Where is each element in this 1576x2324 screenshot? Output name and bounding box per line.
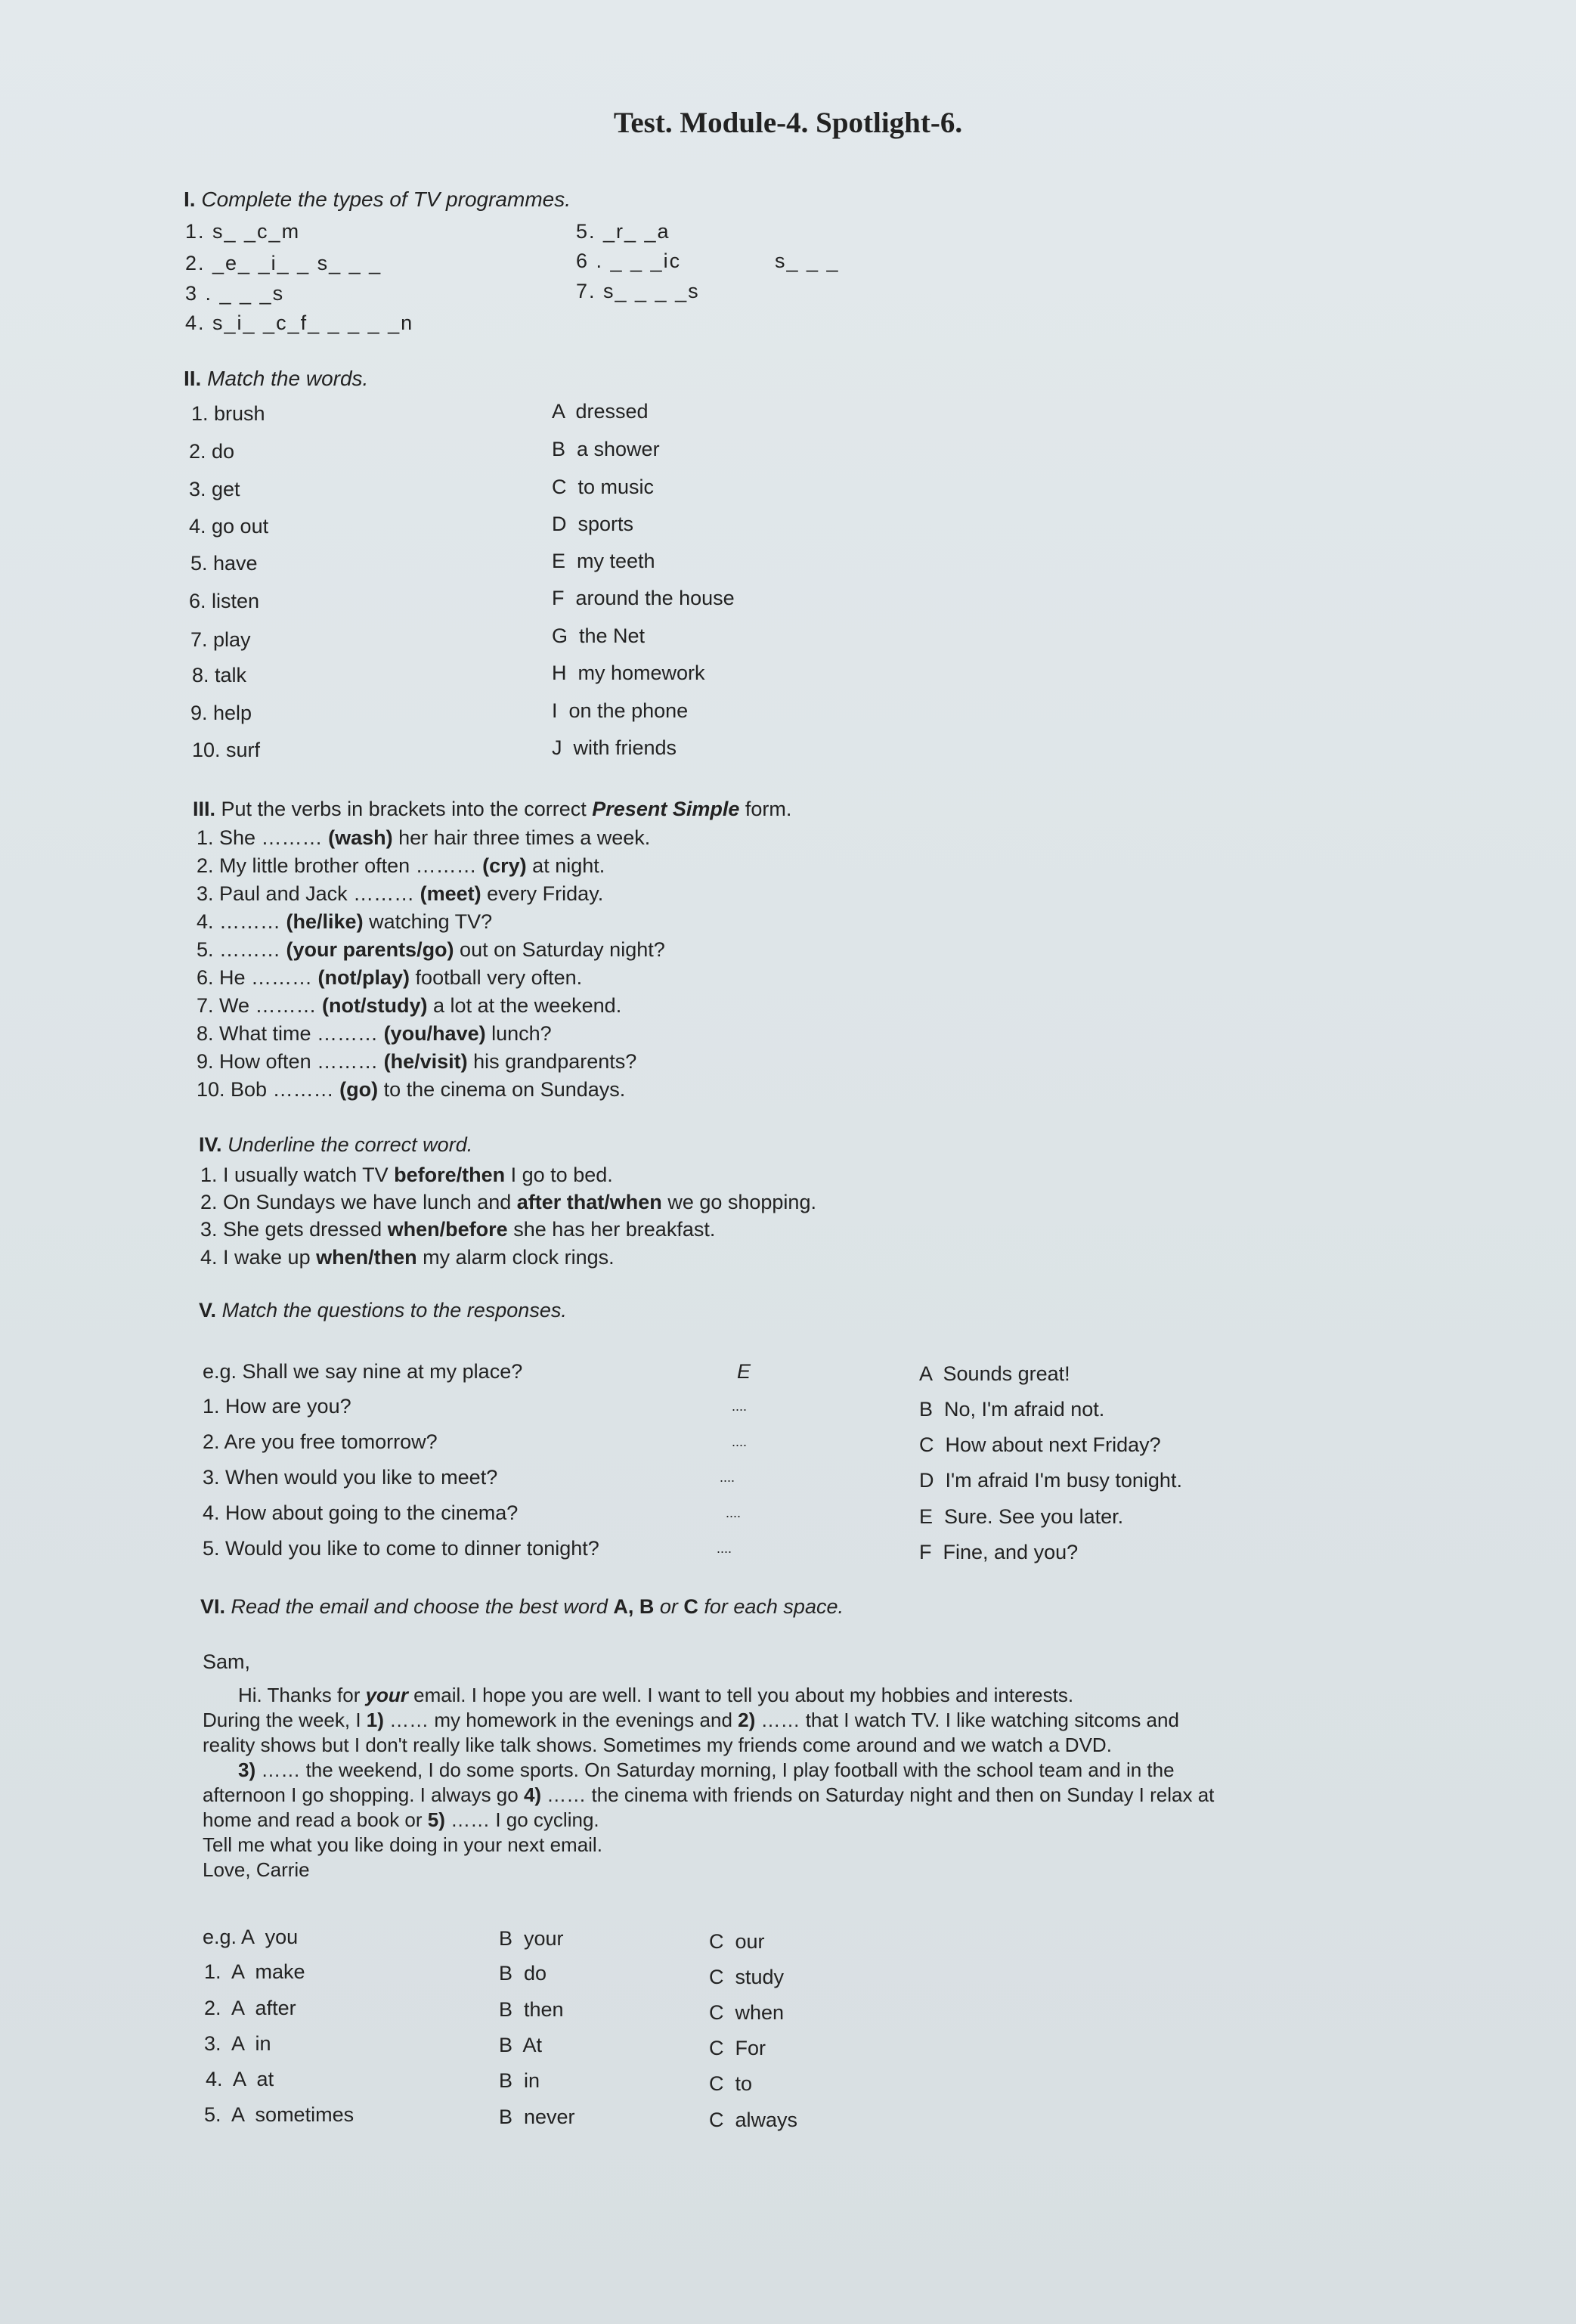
s1-item-6-extra: s_ _ _ — [775, 249, 840, 272]
s2-left-9: 9. help — [190, 702, 252, 724]
s5-question-3: 3. When would you like to meet? — [203, 1466, 498, 1489]
s2-right-i: I on the phone — [552, 699, 689, 722]
s5-question-1: 1. How are you? — [203, 1395, 351, 1418]
s6-option-2-a[interactable]: 2. A after — [204, 1997, 296, 2019]
s4-item-3: 3. She gets dressed when/before she has her breakfast. — [200, 1218, 716, 1241]
section-3-instruction-c: form. — [739, 798, 792, 820]
s3-item-7: 7. We ……… (not/study) a lot at the weekend. — [197, 994, 622, 1017]
s5-response-f: F Fine, and you? — [919, 1541, 1079, 1563]
section-4-number: IV. — [199, 1133, 222, 1156]
s2-left-5: 5. have — [190, 552, 258, 575]
s2-right-d: D sports — [552, 513, 634, 535]
s6-option-4-c[interactable]: C to — [709, 2072, 753, 2095]
s6-option-4-b[interactable]: B in — [499, 2069, 540, 2092]
s6-option-2-b[interactable]: B then — [499, 1998, 564, 2021]
s1-item-6: 6 . _ _ _ic — [576, 249, 682, 272]
section-5-heading — [199, 1299, 567, 1322]
s5-question-5: 5. Would you like to come to dinner tonight? — [203, 1537, 599, 1560]
s5-answer-3[interactable]: .... — [720, 1470, 735, 1485]
s2-left-1: 1. brush — [191, 402, 265, 425]
s6-option-2-c[interactable]: C when — [709, 2001, 785, 2024]
s6-option-5-c[interactable]: C always — [709, 2109, 798, 2131]
s1-item-3: 3 . _ _ _s — [185, 282, 285, 305]
s5-answer-4[interactable]: .... — [726, 1505, 742, 1520]
s2-left-10: 10. surf — [192, 739, 261, 761]
email-greeting: Sam, — [203, 1650, 251, 1673]
s5-answer-example: E — [737, 1360, 751, 1383]
s3-item-6: 6. He ……… (not/play) football very often. — [197, 966, 583, 989]
s3-item-1: 1. She ……… (wash) her hair three times a week. — [197, 826, 651, 849]
s6-option-3-b[interactable]: B At — [499, 2034, 543, 2056]
s5-response-c: C How about next Friday? — [919, 1433, 1161, 1456]
email-line-1: Hi. Thanks for your email. I hope you are well. I want to tell you about my hobbies and interests. — [238, 1684, 1074, 1706]
section-4-heading — [199, 1133, 472, 1157]
section-6-heading — [200, 1595, 844, 1619]
s2-right-g: G the Net — [552, 624, 646, 647]
section-3-number: III. — [193, 798, 216, 820]
s6-option-eg-b: B your — [499, 1927, 564, 1950]
s4-item-2: 2. On Sundays we have lunch and after that/when we go shopping. — [200, 1191, 816, 1213]
s1-item-7: 7. s_ _ _ _s — [576, 280, 700, 302]
s6-option-5-b[interactable]: B never — [499, 2106, 575, 2128]
section-6-instruction-e: for each space. — [698, 1595, 844, 1618]
s6-option-1-a[interactable]: 1. A make — [204, 1960, 305, 1983]
s5-answer-2[interactable]: .... — [732, 1434, 748, 1449]
email-line-3: reality shows but I don't really like talk shows. Sometimes my friends come around and we watch a DVD. — [203, 1734, 1112, 1756]
section-6-instruction-b: A, B — [613, 1595, 655, 1618]
section-4-instruction: Underline the correct word. — [228, 1133, 473, 1156]
section-5-number: V. — [199, 1299, 217, 1322]
s2-left-3: 3. get — [189, 478, 240, 500]
s3-item-8: 8. What time ……… (you/have) lunch? — [197, 1022, 552, 1045]
s6-option-3-a[interactable]: 3. A in — [204, 2032, 271, 2055]
section-2-instruction: Match the words. — [207, 367, 369, 390]
email-line-6: home and read a book or 5) …… I go cycling. — [203, 1808, 599, 1831]
section-2-number: II. — [184, 367, 202, 390]
s5-answer-1[interactable]: .... — [732, 1399, 748, 1414]
s2-right-e: E my teeth — [552, 550, 655, 572]
s6-option-5-a[interactable]: 5. A sometimes — [204, 2103, 355, 2126]
s6-option-4-a[interactable]: 4. A at — [206, 2068, 274, 2090]
email-line-5: afternoon I go shopping. I always go 4) …… the cinema with friends on Saturday night and then on Sunday I relax at — [203, 1783, 1215, 1806]
section-6-instruction-c: or — [654, 1595, 684, 1618]
section-6-number: VI. — [200, 1595, 226, 1618]
s5-response-b: B No, I'm afraid not. — [919, 1398, 1105, 1421]
email-signature: Love, Carrie — [203, 1858, 310, 1881]
section-1-number: I. — [184, 187, 196, 211]
section-6-instruction-a: Read the email and choose the best word — [231, 1595, 614, 1618]
email-line-2: During the week, I 1) …… my homework in the evenings and 2) …… that I watch TV. I like watching sitcoms and — [203, 1709, 1179, 1731]
s2-left-7: 7. play — [190, 628, 251, 651]
s6-option-1-b[interactable]: B do — [499, 1962, 547, 1985]
email-line-7: Tell me what you like doing in your next email. — [203, 1833, 602, 1856]
s6-option-eg-a: e.g. A you — [203, 1926, 299, 1948]
section-3-instruction-a: Put the verbs in brackets into the correct — [221, 798, 593, 820]
section-1-instruction: Complete the types of TV programmes. — [201, 187, 571, 211]
s3-item-3: 3. Paul and Jack ……… (meet) every Friday. — [197, 882, 604, 905]
section-3-heading — [193, 795, 791, 823]
s3-item-10: 10. Bob ……… (go) to the cinema on Sundays. — [197, 1078, 626, 1101]
s2-right-b: B a shower — [552, 438, 660, 460]
s4-item-1: 1. I usually watch TV before/then I go to bed. — [200, 1164, 613, 1186]
s2-left-8: 8. talk — [192, 664, 247, 686]
s2-right-a: A dressed — [552, 400, 649, 423]
s3-item-4: 4. ……… (he/like) watching TV? — [197, 910, 493, 933]
s1-item-5: 5. _r_ _a — [576, 220, 670, 243]
s5-question-4: 4. How about going to the cinema? — [203, 1501, 519, 1524]
s5-answer-5[interactable]: .... — [717, 1541, 732, 1556]
s5-question-example: e.g. Shall we say nine at my place? — [203, 1360, 523, 1383]
email-line-4: 3) …… the weekend, I do some sports. On Saturday morning, I play football with the school team and in the — [238, 1758, 1175, 1781]
s5-response-a: A Sounds great! — [919, 1362, 1070, 1385]
section-5-instruction: Match the questions to the responses. — [221, 1299, 567, 1322]
s2-left-4: 4. go out — [189, 515, 269, 538]
s1-item-4: 4. s_i_ _c_f_ _ _ _ _n — [185, 311, 414, 334]
s6-option-3-c[interactable]: C For — [709, 2037, 766, 2059]
s3-item-2: 2. My little brother often ……… (cry) at night. — [197, 854, 605, 877]
section-1-heading — [184, 187, 571, 212]
section-3-instruction-b: Present Simple — [592, 798, 740, 820]
section-2-heading — [184, 367, 368, 391]
page-title: Test. Module-4. Spotlight-6. — [613, 107, 963, 139]
s2-right-f: F around the house — [552, 587, 735, 609]
s2-left-2: 2. do — [189, 440, 235, 463]
s3-item-5: 5. ……… (your parents/go) out on Saturday night? — [197, 938, 665, 961]
s2-right-j: J with friends — [552, 736, 677, 759]
s5-response-d: D I'm afraid I'm busy tonight. — [919, 1469, 1182, 1492]
s3-item-9: 9. How often ……… (he/visit) his grandparents? — [197, 1050, 637, 1073]
s6-option-eg-c: C our — [709, 1930, 765, 1953]
s1-item-2: 2. _e_ _i_ _ s_ _ _ — [185, 252, 382, 274]
s2-right-h: H my homework — [552, 662, 705, 684]
s2-right-c: C to music — [552, 476, 655, 498]
s2-left-6: 6. listen — [189, 590, 260, 612]
s5-response-e: E Sure. See you later. — [919, 1505, 1124, 1528]
s1-item-1: 1. s_ _c_m — [185, 220, 301, 243]
s6-option-1-c[interactable]: C study — [709, 1966, 785, 1988]
s5-question-2: 2. Are you free tomorrow? — [203, 1430, 438, 1453]
s4-item-4: 4. I wake up when/then my alarm clock rings. — [200, 1246, 615, 1269]
section-6-instruction-d: C — [683, 1595, 698, 1618]
